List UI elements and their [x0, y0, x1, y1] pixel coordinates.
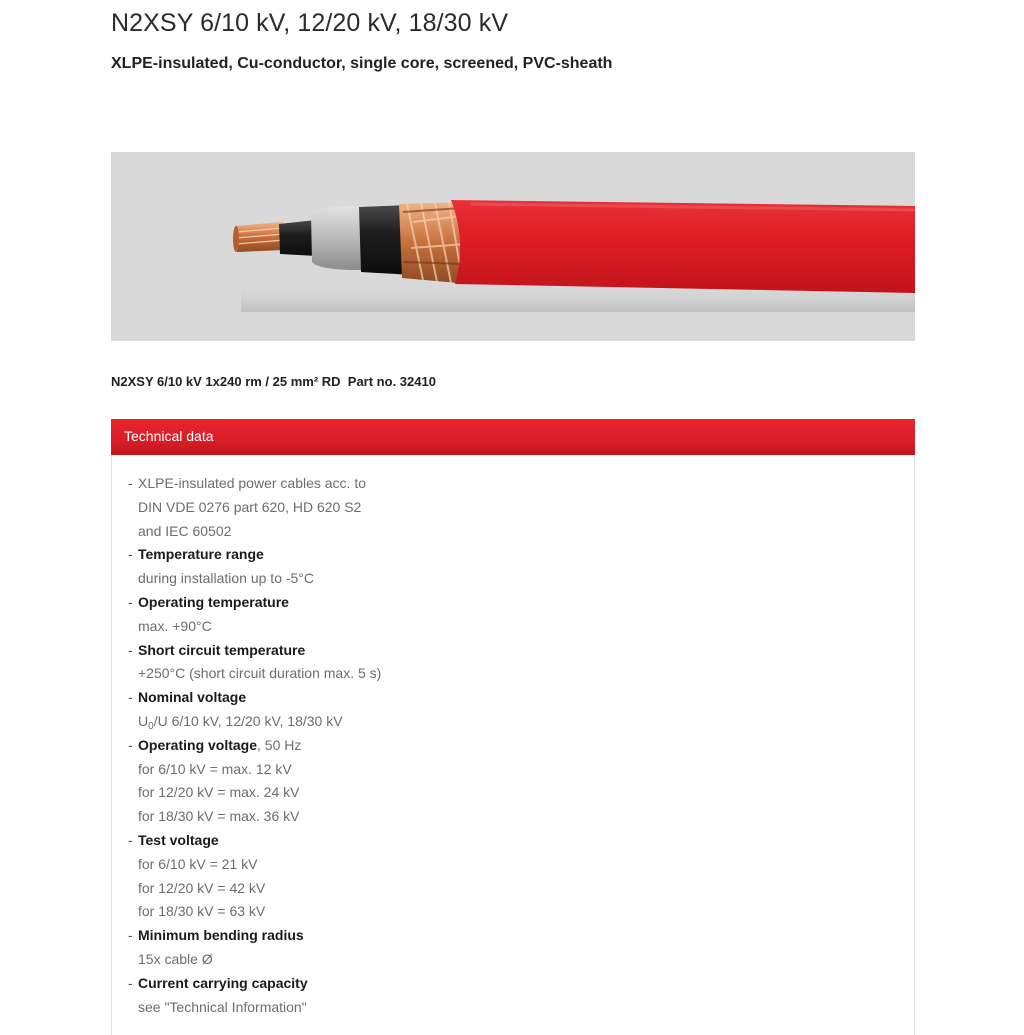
- spec-line: +250°C (short circuit duration max. 5 s): [138, 665, 382, 682]
- technical-data-title: Technical data: [124, 428, 214, 444]
- page-title: N2XSY 6/10 kV, 12/20 kV, 18/30 kV: [111, 9, 509, 37]
- spec-item-operating-voltage: - Operating voltage, 50 Hz for 6/10 kV = max. 12 kV for 12/20 kV = max. 24 kV for 18/30 kV = max. 36 kV: [128, 734, 381, 829]
- spec-title: Temperature range: [138, 546, 264, 563]
- cable-product-image: [111, 152, 915, 341]
- spec-item-current-capacity: - Current carrying capacity see "Technical Information": [128, 972, 381, 1020]
- cable-illustration: [111, 152, 915, 341]
- spec-line: DIN VDE 0276 part 620, HD 620 S2: [138, 498, 362, 515]
- spec-line: XLPE-insulated power cables acc. to: [138, 475, 367, 491]
- product-caption: N2XSY 6/10 kV 1x240 rm / 25 mm² RD Part no. 32410: [111, 374, 436, 389]
- spec-title-suffix: , 50 Hz: [257, 736, 302, 753]
- pvc-sheath: [451, 200, 915, 293]
- spec-line: see "Technical Information": [138, 998, 307, 1015]
- spec-title: Minimum bending radius: [138, 927, 304, 944]
- spec-line: 15x cable Ø: [138, 950, 213, 967]
- spec-title: Operating temperature: [138, 593, 289, 610]
- spec-item-bending-radius: - Minimum bending radius 15x cable Ø: [128, 924, 381, 972]
- spec-item-operating-temperature: - Operating temperature max. +90°C: [128, 591, 381, 639]
- spec-title: Operating voltage: [138, 736, 258, 753]
- spec-line: for 12/20 kV = max. 24 kV: [138, 784, 300, 801]
- spec-title: Nominal voltage: [138, 689, 247, 706]
- technical-data-list: [128, 472, 381, 1019]
- technical-data-header: [111, 419, 915, 455]
- spec-line: for 6/10 kV = 21 kV: [138, 855, 258, 872]
- spec-line: for 18/30 kV = 63 kV: [138, 903, 266, 920]
- spec-line: during installation up to -5°C: [138, 570, 315, 587]
- spec-line: for 6/10 kV = max. 12 kV: [138, 760, 292, 777]
- spec-item-standards: - XLPE-insulated power cables acc. to DIN VDE 0276 part 620, HD 620 S2 and IEC 60502: [128, 472, 381, 543]
- xlpe-insulation: [311, 206, 365, 270]
- spec-title: Short circuit temperature: [138, 641, 306, 658]
- spec-title: Test voltage: [138, 831, 219, 848]
- spec-item-short-circuit-temperature: - Short circuit temperature +250°C (short circuit duration max. 5 s): [128, 639, 381, 687]
- spec-line: for 18/30 kV = max. 36 kV: [138, 808, 300, 825]
- page-subtitle: XLPE-insulated, Cu-conductor, single core, screened, PVC-sheath: [111, 55, 613, 72]
- spec-line: $U_0/U$ 6/10 kV, 12/20 kV, 18/30 kV: [138, 712, 343, 732]
- spec-item-temperature-range: - Temperature range during installation up to -5°C: [128, 543, 381, 591]
- spec-line: and IEC 60502: [138, 522, 232, 539]
- spec-line: for 12/20 kV = 42 kV: [138, 879, 266, 896]
- spec-item-nominal-voltage: - Nominal voltage $U_0/U$ 6/10 kV, 12/20 kV, 18/30 kV: [128, 686, 381, 734]
- spec-line: max. +90°C: [138, 617, 212, 634]
- spec-title: Current carrying capacity: [138, 974, 308, 991]
- spec-item-test-voltage: - Test voltage for 6/10 kV = 21 kV for 12/20 kV = 42 kV for 18/30 kV = 63 kV: [128, 829, 381, 924]
